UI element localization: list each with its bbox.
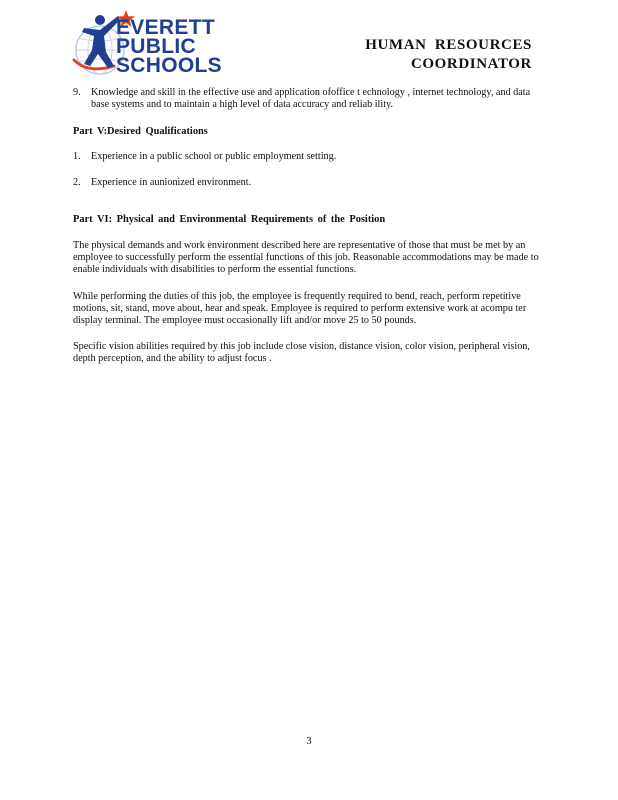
title-line-1: HUMAN RESOURCES: [365, 37, 532, 53]
section-heading-part-5: Part V:Desired Qualifications: [73, 126, 208, 137]
title-line-2: COORDINATOR: [410, 56, 532, 72]
list-item-number: 9.: [73, 87, 81, 98]
paragraph: Specific vision abilities required by this job include close vision, distance vision, color vision, peripheral vision, depth perception, and the ability to adjust focus .: [73, 341, 530, 364]
section-heading-part-6: Part VI: Physical and Environmental Requirements of the Position: [73, 214, 386, 225]
list-item-text: Experience in aunionized environment.: [91, 177, 252, 188]
list-item: [73, 151, 543, 163]
paragraph: While performing the duties of this job, the employee is frequently required to bend, reach, perform repetitive motions, sit, stand, move about, hear and speak. Employee is required to perform extensive work at acompu ter display terminal. The employee must occasionally lift and/or move 25 to 50 pounds.: [73, 291, 527, 326]
district-logo: [70, 8, 250, 78]
list-item: [73, 87, 543, 111]
document-title: [365, 36, 532, 74]
list-item-number: 2.: [73, 177, 81, 188]
logo-line-2: PUBLIC: [116, 35, 196, 58]
logo-wordmark: [116, 18, 222, 75]
list-item: [73, 177, 543, 189]
logo-line-3: SCHOOLS: [116, 54, 222, 77]
page-number: 3: [306, 736, 312, 747]
paragraph: The physical demands and work environment described here are representative of those that must be met by an employee to successfully perform the essential functions of this job. Reasonable accommodations may be made to enable individuals with disabilities to perform the essential functions.: [73, 240, 539, 275]
list-item-text: Experience in a public school or public employment setting.: [91, 151, 337, 162]
list-item-number: 1.: [73, 151, 81, 162]
list-item-text: Knowledge and skill in the effective use and application ofoffice t echnology , internet technology, and data base systems and to maintain a high level of data accuracy and reliab ility.: [91, 87, 531, 110]
document-body: [73, 87, 543, 365]
logo-line-1: EVERETT: [116, 16, 215, 39]
